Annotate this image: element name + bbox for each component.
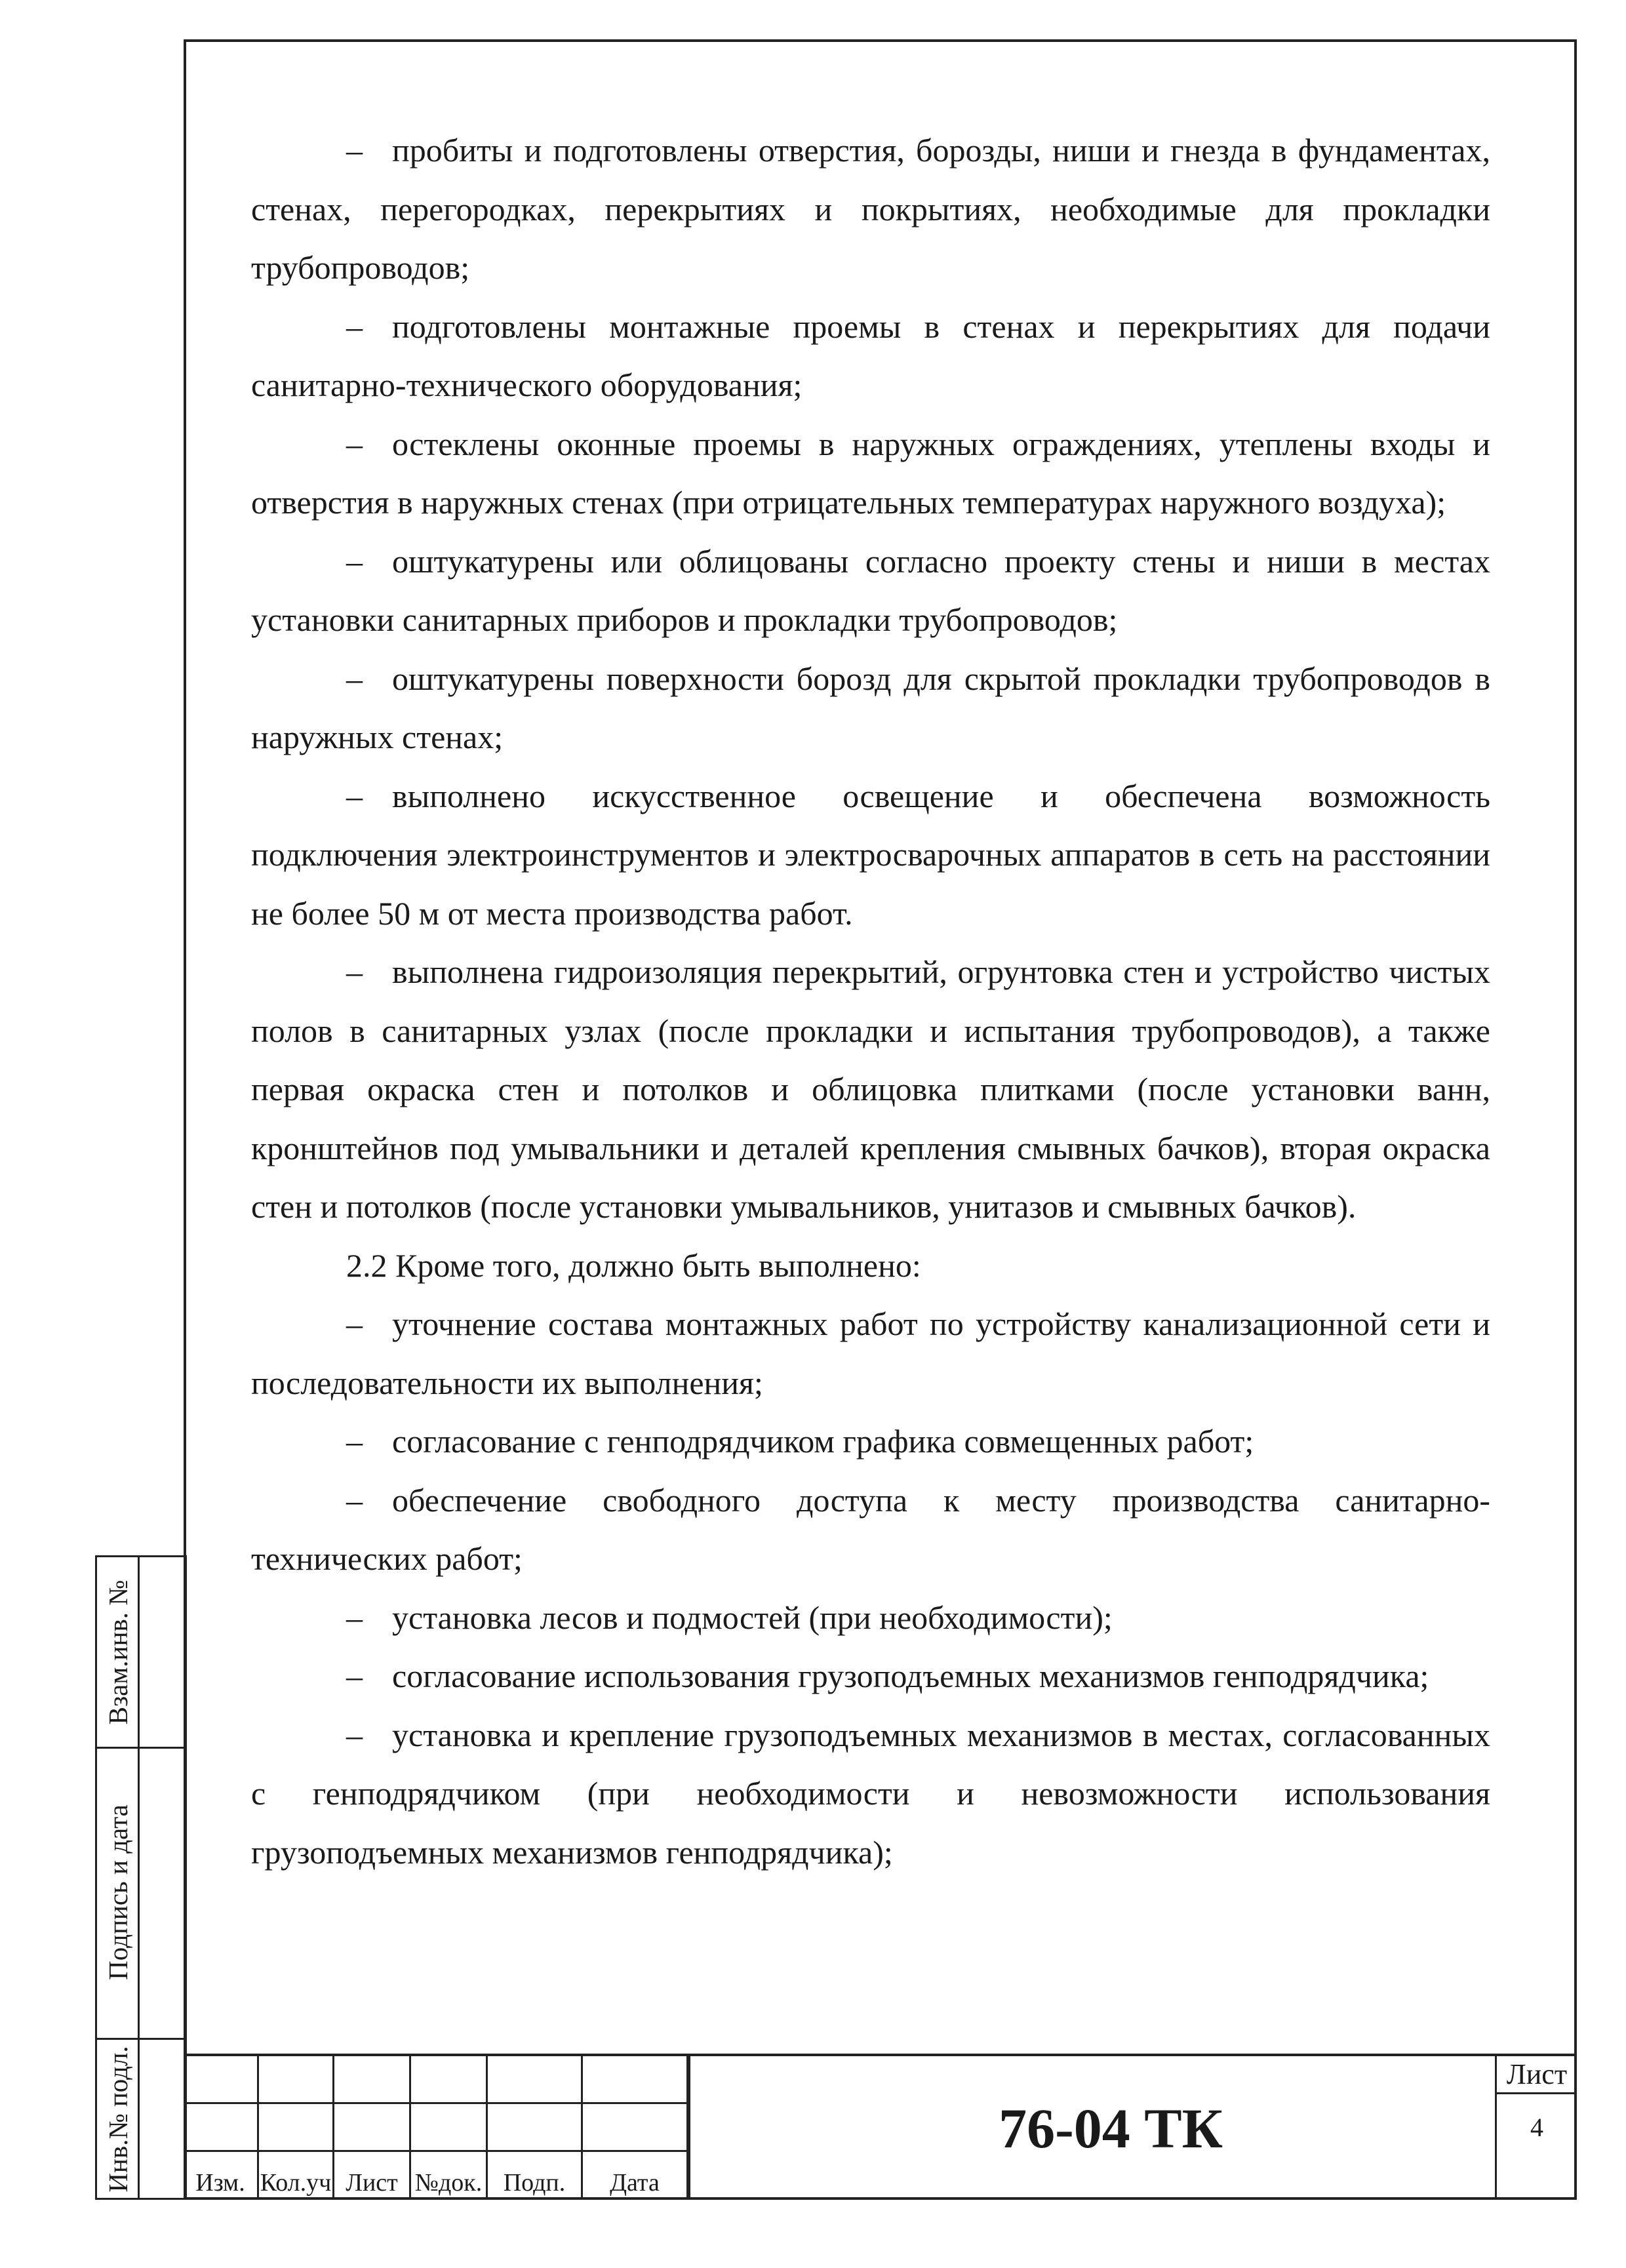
header-kol-uch: Кол.уч — [259, 2152, 334, 2200]
rev-cell — [411, 2104, 488, 2152]
paragraph — [251, 415, 1490, 532]
paragraph — [251, 1237, 1490, 1296]
paragraph — [251, 1471, 1490, 1589]
sheet-number: 4 — [1530, 2112, 1543, 2142]
paragraph-text: выполнена гидроизоляция перекрытий, огрунтовка стен и устройство чистых полов в санитарных узлах (после прокладки и испытания трубопроводов), а также первая окраска стен и потолков и облицовка плитками (после установки ванн, кронштейнов под умывальники и деталей крепления смывных бачков), вторая окраска стен и потолков (после установки умывальников, унитазов и смывных бачков). — [251, 953, 1490, 1225]
sheet-label: Лист — [1497, 2056, 1577, 2094]
side-stamp-sign-date — [95, 1747, 187, 2040]
list-dash: – — [346, 1658, 363, 1694]
side-stamp-inv-podl — [95, 2038, 187, 2200]
paragraph — [251, 532, 1490, 650]
side-label-inv-podl: Инв.№ подл. — [103, 2045, 133, 2193]
rev-cell — [583, 2104, 688, 2152]
rev-cell — [184, 2056, 259, 2104]
list-dash: – — [346, 308, 363, 345]
paragraph — [251, 943, 1490, 1237]
list-dash: – — [346, 1716, 363, 1753]
rev-cell — [488, 2104, 583, 2152]
rev-cell — [259, 2056, 334, 2104]
rev-cell — [334, 2056, 411, 2104]
list-dash: – — [346, 542, 363, 580]
rev-cell — [583, 2056, 688, 2104]
list-dash: – — [346, 1305, 363, 1342]
header-n-dok: №док. — [411, 2152, 488, 2200]
paragraph-text: оштукатурены или облицованы согласно проекту стены и ниши в местах установки санитарных приборов и прокладки трубопроводов; — [251, 542, 1490, 638]
paragraph-text: подготовлены монтажные проемы в стенах и перекрытиях для подачи санитарно-технического оборудования; — [251, 308, 1490, 403]
paragraph-text: установка лесов и подмостей (при необходимости); — [392, 1599, 1113, 1636]
rev-cell — [259, 2104, 334, 2152]
paragraph — [251, 767, 1490, 944]
paragraph — [251, 1589, 1490, 1648]
side-stamp-inv-vzam — [95, 1555, 187, 1749]
header-izm: Изм. — [184, 2152, 259, 2200]
paragraph — [251, 1706, 1490, 1882]
paragraph-text: согласование с генподрядчиком графика совмещенных работ; — [392, 1423, 1254, 1460]
paragraph-text: остеклены оконные проемы в наружных ограждениях, утеплены входы и отверстия в наружных стенах (при отрицательных температурах наружного воздуха); — [251, 425, 1490, 521]
paragraph — [251, 298, 1490, 415]
list-dash: – — [346, 132, 363, 169]
list-dash: – — [346, 1481, 363, 1519]
sheet-box — [1495, 2056, 1577, 2200]
list-dash: – — [346, 1423, 363, 1460]
paragraph-text: согласование использования грузоподъемных механизмов генподрядчика; — [392, 1658, 1429, 1694]
title-block — [184, 2054, 1577, 2200]
paragraph — [251, 1412, 1490, 1471]
list-dash: – — [346, 660, 363, 697]
paragraph-text: оштукатурены поверхности борозд для скрытой прокладки трубопроводов в наружных стенах; — [251, 660, 1490, 755]
side-label-sign-date: Подпись и дата — [103, 1804, 133, 1980]
rev-cell — [184, 2104, 259, 2152]
paragraph — [251, 650, 1490, 767]
rev-cell — [488, 2056, 583, 2104]
paragraph-text: 2.2 Кроме того, должно быть выполнено: — [346, 1246, 921, 1284]
list-dash: – — [346, 953, 363, 990]
paragraph — [251, 121, 1490, 298]
list-dash: – — [346, 777, 363, 814]
list-dash: – — [346, 425, 363, 462]
body-text — [251, 121, 1490, 1882]
header-podp: Подп. — [488, 2152, 583, 2200]
rev-cell — [334, 2104, 411, 2152]
paragraph-text: обеспечение свободного доступа к месту производства санитарно-технических работ; — [251, 1481, 1490, 1577]
paragraph-text: установка и крепление грузоподъемных механизмов в местах, согласованных с генподрядчиком (при необходимости и невозможности использования грузоподъемных механизмов генподрядчика); — [251, 1716, 1490, 1871]
paragraph-text: выполнено искусственное освещение и обеспечена возможность подключения электроинструментов и электросварочных аппаратов в сеть на расстоянии не более 50 м от места производства работ. — [251, 777, 1490, 932]
paragraph-text: пробиты и подготовлены отверстия, борозды, ниши и гнезда в фундаментах, стенах, перегородках, перекрытиях и покрытиях, необходимые для прокладки трубопроводов; — [251, 132, 1490, 286]
rev-cell — [411, 2056, 488, 2104]
header-data: Дата — [583, 2152, 688, 2200]
paragraph — [251, 1647, 1490, 1706]
paragraph-text: уточнение состава монтажных работ по устройству канализационной сети и последовательности их выполнения; — [251, 1305, 1490, 1401]
side-label-inv-vzam: Взам.инв. № — [103, 1580, 133, 1724]
header-list: Лист — [334, 2152, 411, 2200]
document-code: 76-04 ТК — [688, 2056, 1531, 2200]
paragraph — [251, 1295, 1490, 1412]
revision-table — [184, 2056, 688, 2200]
list-dash: – — [346, 1599, 363, 1636]
